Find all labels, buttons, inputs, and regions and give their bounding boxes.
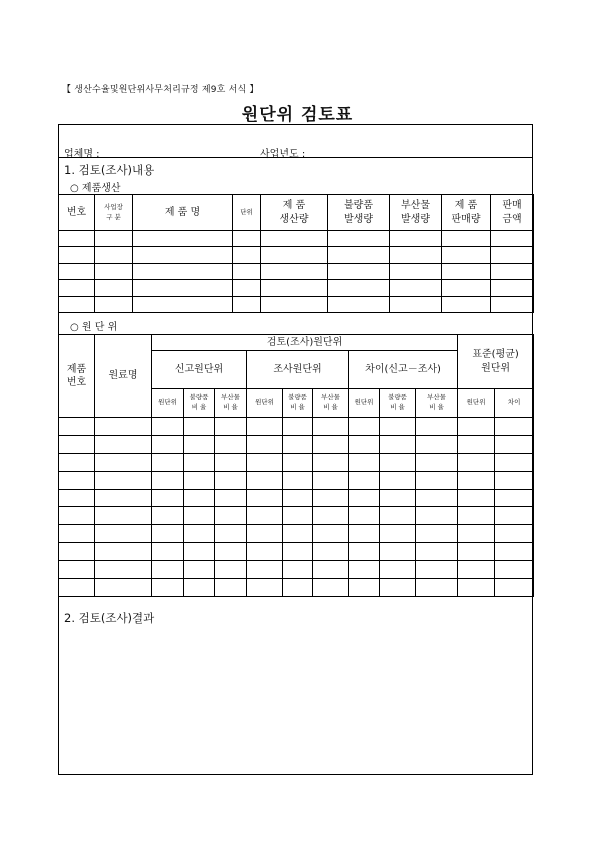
table-cell[interactable] xyxy=(133,263,233,279)
table-cell[interactable] xyxy=(380,453,416,471)
sub-header-defect-ratio: 불량품 비 율 xyxy=(380,389,416,418)
table-cell[interactable] xyxy=(313,489,349,507)
table-cell[interactable] xyxy=(152,435,184,453)
table-cell[interactable] xyxy=(184,507,215,525)
table-cell[interactable] xyxy=(215,543,247,561)
table-cell[interactable] xyxy=(380,543,416,561)
table-cell[interactable] xyxy=(416,579,458,597)
table-cell[interactable] xyxy=(458,418,495,436)
table-cell[interactable] xyxy=(247,525,283,543)
table-cell[interactable] xyxy=(95,543,152,561)
table-cell[interactable] xyxy=(416,507,458,525)
table-cell[interactable] xyxy=(495,543,534,561)
col-header-defect-qty: 불량품 발생량 xyxy=(328,195,390,231)
table-cell[interactable] xyxy=(261,263,328,279)
table-cell[interactable] xyxy=(380,507,416,525)
table-cell[interactable] xyxy=(416,453,458,471)
table-cell[interactable] xyxy=(495,418,534,436)
table-cell[interactable] xyxy=(283,418,313,436)
table-cell[interactable] xyxy=(247,418,283,436)
table-cell[interactable] xyxy=(59,280,95,296)
table-cell[interactable] xyxy=(390,263,442,279)
table-cell[interactable] xyxy=(95,247,133,263)
table-cell[interactable] xyxy=(184,525,215,543)
table-cell[interactable] xyxy=(328,296,390,312)
table-row xyxy=(59,471,534,489)
table-cell[interactable] xyxy=(313,471,349,489)
table-cell[interactable] xyxy=(283,525,313,543)
sub-header-standard-unit: 원단위 xyxy=(458,389,495,418)
col-header-sales-amount: 판매 금액 xyxy=(491,195,534,231)
table-cell[interactable] xyxy=(247,453,283,471)
table-cell[interactable] xyxy=(328,247,390,263)
table-row xyxy=(59,435,534,453)
table-cell[interactable] xyxy=(495,471,534,489)
table-cell[interactable] xyxy=(283,453,313,471)
table-cell[interactable] xyxy=(152,507,184,525)
table-cell[interactable] xyxy=(349,561,380,579)
table-cell[interactable] xyxy=(458,471,495,489)
table-cell[interactable] xyxy=(283,435,313,453)
table-row xyxy=(59,418,534,436)
table-cell[interactable] xyxy=(215,489,247,507)
table-cell[interactable] xyxy=(380,489,416,507)
table-cell[interactable] xyxy=(390,280,442,296)
table-cell[interactable] xyxy=(59,296,95,312)
table-row xyxy=(59,247,534,263)
table-cell[interactable] xyxy=(247,543,283,561)
table-cell[interactable] xyxy=(380,579,416,597)
table-cell[interactable] xyxy=(59,453,95,471)
table-cell[interactable] xyxy=(59,579,95,597)
table-cell[interactable] xyxy=(380,561,416,579)
table-cell[interactable] xyxy=(215,418,247,436)
table-cell[interactable] xyxy=(59,561,95,579)
col-header-site-category: 사업장 구 분 xyxy=(95,195,133,231)
table-cell[interactable] xyxy=(247,561,283,579)
table-cell[interactable] xyxy=(152,579,184,597)
table-header-row xyxy=(59,335,534,351)
table-row xyxy=(59,525,534,543)
table-cell[interactable] xyxy=(416,471,458,489)
subsection-product-production: ○ 제품생산 xyxy=(70,183,121,194)
table-cell[interactable] xyxy=(390,231,442,247)
sub-header-defect-ratio: 불량품 비 율 xyxy=(283,389,313,418)
table-cell[interactable] xyxy=(349,525,380,543)
col-header-unit: 단위 xyxy=(233,195,261,231)
table-cell[interactable] xyxy=(313,507,349,525)
table-cell[interactable] xyxy=(328,231,390,247)
table-cell[interactable] xyxy=(59,489,95,507)
table-cell[interactable] xyxy=(416,489,458,507)
col-header-material-name: 원료명 xyxy=(95,335,152,418)
table-cell[interactable] xyxy=(59,418,95,436)
sub-header-byproduct-ratio: 부산물 비 율 xyxy=(416,389,458,418)
table-cell[interactable] xyxy=(247,507,283,525)
table-cell[interactable] xyxy=(283,561,313,579)
table-cell[interactable] xyxy=(458,579,495,597)
group-header-review-unit: 검토(조사)원단위 xyxy=(152,335,458,351)
table-cell[interactable] xyxy=(184,489,215,507)
section-review-content-title: 1. 검토(조사)내용 xyxy=(64,163,155,177)
table-cell[interactable] xyxy=(491,296,534,312)
table-cell[interactable] xyxy=(349,453,380,471)
table-cell[interactable] xyxy=(233,231,261,247)
table-cell[interactable] xyxy=(313,525,349,543)
table-cell[interactable] xyxy=(261,296,328,312)
table-cell[interactable] xyxy=(380,418,416,436)
product-production-table xyxy=(58,194,534,313)
table-cell[interactable] xyxy=(349,579,380,597)
table-cell[interactable] xyxy=(152,525,184,543)
table-cell[interactable] xyxy=(328,263,390,279)
table-cell[interactable] xyxy=(416,418,458,436)
table-row xyxy=(59,579,534,597)
table-cell[interactable] xyxy=(95,579,152,597)
table-cell[interactable] xyxy=(133,280,233,296)
table-cell[interactable] xyxy=(59,231,95,247)
table-cell[interactable] xyxy=(458,525,495,543)
table-cell[interactable] xyxy=(95,489,152,507)
table-cell[interactable] xyxy=(261,247,328,263)
document-title: 원단위 검토표 xyxy=(241,105,354,125)
table-cell[interactable] xyxy=(95,296,133,312)
sub-header-unit: 원단위 xyxy=(152,389,184,418)
table-cell[interactable] xyxy=(215,579,247,597)
table-cell[interactable] xyxy=(495,579,534,597)
col-header-sales-qty: 제 품 판매량 xyxy=(442,195,491,231)
table-cell[interactable] xyxy=(152,453,184,471)
table-cell[interactable] xyxy=(215,561,247,579)
table-cell[interactable] xyxy=(215,435,247,453)
group-header-difference: 차이(신고－조사) xyxy=(349,351,458,389)
table-cell[interactable] xyxy=(215,507,247,525)
table-cell[interactable] xyxy=(442,280,491,296)
table-cell[interactable] xyxy=(442,247,491,263)
sub-header-byproduct-ratio: 부산물 비 율 xyxy=(215,389,247,418)
table-cell[interactable] xyxy=(184,453,215,471)
table-cell[interactable] xyxy=(495,435,534,453)
table-cell[interactable] xyxy=(349,418,380,436)
business-year-label: 사업년도 : xyxy=(260,149,306,160)
table-cell[interactable] xyxy=(349,507,380,525)
table-cell[interactable] xyxy=(95,561,152,579)
table-cell[interactable] xyxy=(95,263,133,279)
table-cell[interactable] xyxy=(458,453,495,471)
table-cell[interactable] xyxy=(495,453,534,471)
table-cell[interactable] xyxy=(95,435,152,453)
sub-header-unit: 원단위 xyxy=(349,389,380,418)
table-cell[interactable] xyxy=(491,280,534,296)
table-cell[interactable] xyxy=(95,280,133,296)
table-cell[interactable] xyxy=(215,471,247,489)
table-cell[interactable] xyxy=(491,247,534,263)
sub-header-byproduct-ratio: 부산물 비 율 xyxy=(313,389,349,418)
group-header-standard-unit: 표준(평균) 원단위 xyxy=(458,335,534,389)
table-cell[interactable] xyxy=(233,263,261,279)
table-cell[interactable] xyxy=(380,435,416,453)
table-cell[interactable] xyxy=(59,435,95,453)
table-cell[interactable] xyxy=(283,507,313,525)
table-cell[interactable] xyxy=(495,561,534,579)
table-cell[interactable] xyxy=(349,435,380,453)
col-header-byproduct-qty: 부산물 발생량 xyxy=(390,195,442,231)
table-cell[interactable] xyxy=(233,280,261,296)
company-name-label: 업체명 : xyxy=(64,149,100,160)
table-cell[interactable] xyxy=(458,489,495,507)
table-cell[interactable] xyxy=(95,525,152,543)
table-cell[interactable] xyxy=(349,471,380,489)
table-cell[interactable] xyxy=(152,561,184,579)
sub-header-defect-ratio: 불량품 비 율 xyxy=(184,389,215,418)
info-divider xyxy=(58,157,533,158)
table-cell[interactable] xyxy=(283,543,313,561)
table-cell[interactable] xyxy=(152,471,184,489)
table-cell[interactable] xyxy=(184,418,215,436)
table-cell[interactable] xyxy=(247,579,283,597)
table-cell[interactable] xyxy=(95,471,152,489)
table-cell[interactable] xyxy=(495,525,534,543)
table-cell[interactable] xyxy=(152,489,184,507)
table-cell[interactable] xyxy=(313,435,349,453)
col-header-production-qty: 제 품 생산량 xyxy=(261,195,328,231)
table-cell[interactable] xyxy=(495,507,534,525)
table-row xyxy=(59,489,534,507)
table-cell[interactable] xyxy=(349,489,380,507)
table-cell[interactable] xyxy=(313,453,349,471)
group-header-declared-unit: 신고원단위 xyxy=(152,351,247,389)
table-cell[interactable] xyxy=(390,296,442,312)
table-cell[interactable] xyxy=(215,453,247,471)
table-cell[interactable] xyxy=(59,471,95,489)
col-header-number: 번호 xyxy=(59,195,95,231)
table-row xyxy=(59,263,534,279)
table-cell[interactable] xyxy=(133,296,233,312)
table-cell[interactable] xyxy=(133,231,233,247)
table-cell[interactable] xyxy=(313,579,349,597)
table-cell[interactable] xyxy=(458,543,495,561)
table-cell[interactable] xyxy=(328,280,390,296)
table-cell[interactable] xyxy=(313,561,349,579)
table-cell[interactable] xyxy=(458,435,495,453)
table-cell[interactable] xyxy=(233,247,261,263)
form-reference: 【 생산수율및원단위사무처리규정 제9호 서식 】 xyxy=(62,85,259,95)
table-cell[interactable] xyxy=(95,231,133,247)
table-cell[interactable] xyxy=(95,507,152,525)
table-cell[interactable] xyxy=(380,525,416,543)
table-cell[interactable] xyxy=(152,543,184,561)
sub-header-unit: 원단위 xyxy=(247,389,283,418)
table-cell[interactable] xyxy=(283,471,313,489)
table-cell[interactable] xyxy=(442,296,491,312)
table-row xyxy=(59,543,534,561)
table-cell[interactable] xyxy=(313,418,349,436)
table-cell[interactable] xyxy=(416,435,458,453)
table-row xyxy=(59,453,534,471)
table-cell[interactable] xyxy=(184,435,215,453)
table-cell[interactable] xyxy=(59,543,95,561)
table-cell[interactable] xyxy=(247,471,283,489)
table-cell[interactable] xyxy=(59,525,95,543)
table-cell[interactable] xyxy=(59,263,95,279)
unit-consumption-table xyxy=(58,334,534,597)
table-row xyxy=(59,507,534,525)
table-cell[interactable] xyxy=(313,543,349,561)
table-cell[interactable] xyxy=(416,561,458,579)
table-cell[interactable] xyxy=(247,489,283,507)
table-cell[interactable] xyxy=(184,579,215,597)
table-row xyxy=(59,280,534,296)
table-cell[interactable] xyxy=(283,579,313,597)
table-cell[interactable] xyxy=(95,453,152,471)
section-review-result-title: 2. 검토(조사)결과 xyxy=(64,611,155,625)
table-cell[interactable] xyxy=(491,263,534,279)
table-cell[interactable] xyxy=(184,471,215,489)
table-cell[interactable] xyxy=(59,507,95,525)
table-cell[interactable] xyxy=(133,247,233,263)
table-cell[interactable] xyxy=(233,296,261,312)
table-cell[interactable] xyxy=(458,507,495,525)
table-cell[interactable] xyxy=(247,435,283,453)
table-cell[interactable] xyxy=(491,231,534,247)
table-cell[interactable] xyxy=(261,231,328,247)
col-header-product-name: 제 품 명 xyxy=(133,195,233,231)
subsection-unit-consumption: ○ 원 단 위 xyxy=(70,322,118,333)
table-cell[interactable] xyxy=(416,543,458,561)
col-header-product-number: 제품 번호 xyxy=(59,335,95,418)
group-header-survey-unit: 조사원단위 xyxy=(247,351,349,389)
table-cell[interactable] xyxy=(95,418,152,436)
table-cell[interactable] xyxy=(349,543,380,561)
table-cell[interactable] xyxy=(495,489,534,507)
table-cell[interactable] xyxy=(442,231,491,247)
table-cell[interactable] xyxy=(442,263,491,279)
table-header-row xyxy=(59,195,534,231)
table-row xyxy=(59,231,534,247)
table-cell[interactable] xyxy=(184,561,215,579)
table-cell[interactable] xyxy=(390,247,442,263)
table-cell[interactable] xyxy=(59,247,95,263)
table-cell[interactable] xyxy=(261,280,328,296)
table-cell[interactable] xyxy=(380,471,416,489)
table-cell[interactable] xyxy=(184,543,215,561)
sub-header-standard-diff: 차이 xyxy=(495,389,534,418)
table-cell[interactable] xyxy=(152,418,184,436)
table-row xyxy=(59,561,534,579)
table-row xyxy=(59,296,534,312)
table-cell[interactable] xyxy=(416,525,458,543)
table-cell[interactable] xyxy=(458,561,495,579)
table-cell[interactable] xyxy=(283,489,313,507)
table-cell[interactable] xyxy=(215,525,247,543)
